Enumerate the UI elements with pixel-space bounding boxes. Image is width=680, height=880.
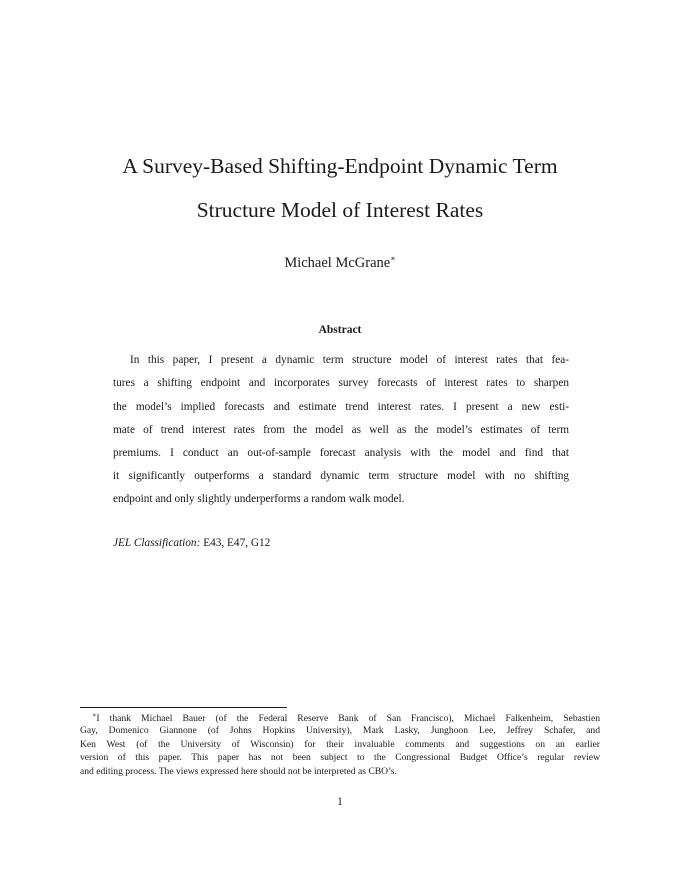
author-footnote-mark: ∗ bbox=[390, 254, 396, 263]
jel-label: JEL Classification: bbox=[113, 537, 201, 549]
abstract-line: premiums. I conduct an out-of-sample forecast analysis with the model and find that bbox=[113, 447, 569, 459]
jel-codes: E43, E47, G12 bbox=[203, 537, 271, 549]
footnote-line: version of this paper. This paper has not been subject to the Congressional Budget Office’s regular review bbox=[80, 752, 600, 763]
abstract-line: mate of trend interest rates from the model as well as the model’s estimates of term bbox=[113, 424, 569, 436]
footnote-line: and editing process. The views expressed here should not be interpreted as CBO’s. bbox=[80, 766, 397, 777]
footnote-line: Ken West (of the University of Wisconsin) for their invaluable comments and suggestions on an earlier bbox=[80, 739, 600, 750]
footnote-rule bbox=[80, 707, 287, 708]
abstract-line: tures a shifting endpoint and incorporates survey forecasts of interest rates to sharpen bbox=[113, 377, 569, 389]
paper-title-line-2: Structure Model of Interest Rates bbox=[196, 198, 484, 222]
footnote-line: Gay, Domenico Giannone (of Johns Hopkins University), Mark Lasky, Junghoon Lee, Jeffrey Schafer, and bbox=[80, 725, 600, 736]
abstract-line: it significantly outperforms a standard dynamic term structure model with no shifting bbox=[113, 470, 569, 482]
abstract-line: the model’s implied forecasts and estimate trend interest rates. I present a new esti- bbox=[113, 401, 569, 413]
footnote-line-text: I thank Michael Bauer (of the Federal Reserve Bank of San Francisco), Michael Falkenheim, Sebastien bbox=[96, 713, 600, 724]
author-name-text: Michael McGrane bbox=[284, 255, 391, 271]
abstract-line: endpoint and only slightly underperforms a random walk model. bbox=[113, 493, 405, 505]
abstract-heading: Abstract bbox=[318, 324, 362, 336]
page-number: 1 bbox=[337, 796, 343, 808]
paper-title-line-1: A Survey-Based Shifting-Endpoint Dynamic Term bbox=[122, 154, 558, 178]
footnote-mark: ∗ bbox=[92, 712, 97, 719]
abstract-line: In this paper, I present a dynamic term structure model of interest rates that fea- bbox=[130, 354, 569, 366]
footnote-line bbox=[92, 713, 600, 724]
author-name bbox=[60, 254, 620, 272]
jel-classification bbox=[113, 537, 270, 549]
